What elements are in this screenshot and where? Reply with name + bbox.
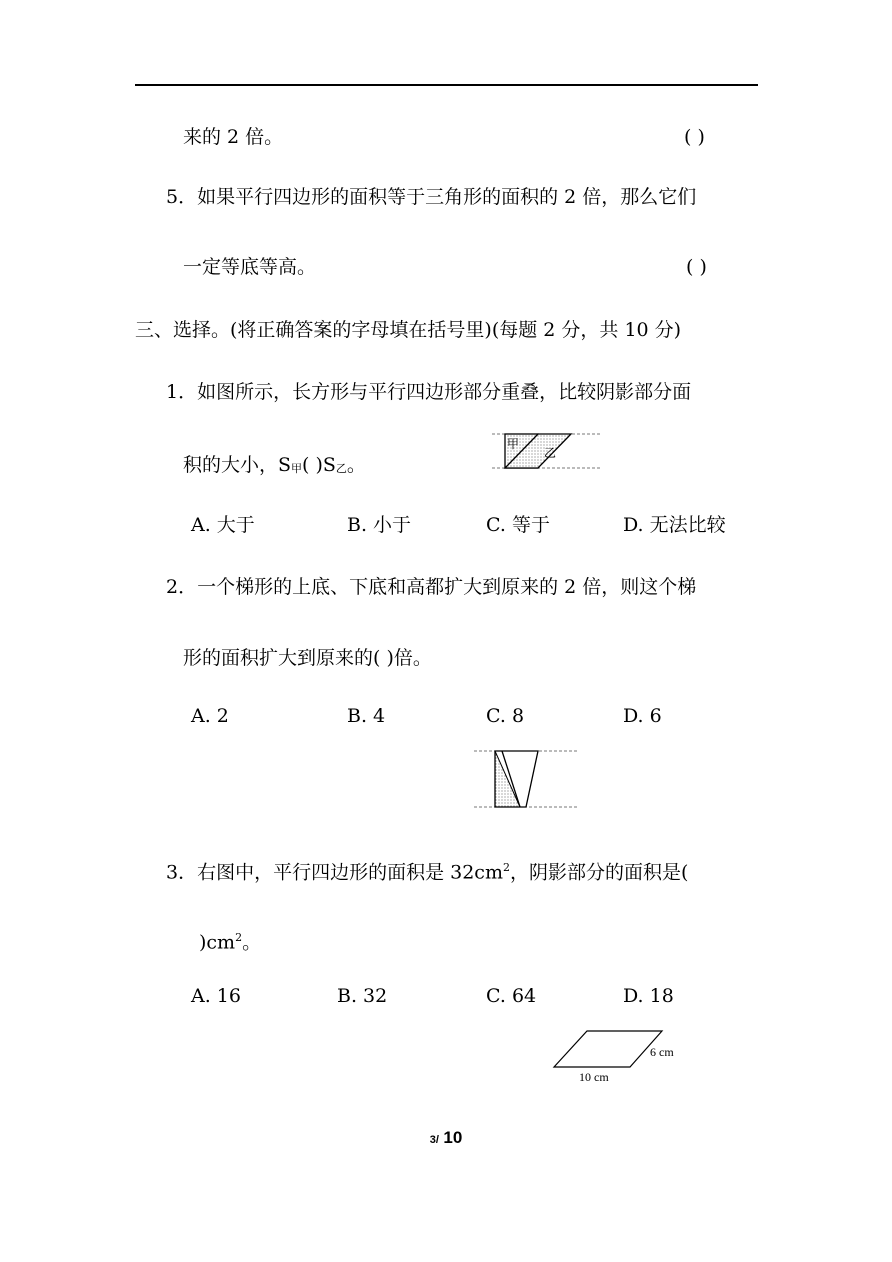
c2-line2: 形的面积扩大到原来的( )倍。: [183, 647, 432, 669]
q5-line2: 一定等底等高。: [183, 256, 317, 278]
c3-option-b: B. 32: [337, 985, 388, 1007]
c1-option-a: A. 大于: [191, 514, 255, 536]
c2-option-d: D. 6: [623, 705, 662, 727]
c3-option-d: D. 18: [623, 985, 674, 1007]
c1-line1: 1．如图所示，长方形与平行四边形部分重叠，比较阴影部分面: [166, 381, 692, 403]
q5-answer-paren: ( ): [686, 256, 707, 278]
header-rule: [135, 84, 758, 86]
parallelogram-figure: [552, 1028, 687, 1084]
c1-option-c: C. 等于: [486, 514, 550, 536]
overlap-figure: [492, 432, 602, 472]
sup-2: 2: [235, 931, 243, 944]
page-number: 3/ 10: [429, 1128, 463, 1147]
c3-line2: )$cm^2$。: [199, 931, 262, 954]
sub-yi: 乙: [335, 462, 347, 475]
trapezoid-shaded-figure: [474, 748, 578, 810]
c2-option-c: C. 8: [486, 705, 525, 727]
fig-label-side: 6 cm: [650, 1045, 674, 1059]
fig-label-yi: 乙: [544, 446, 557, 460]
c2-option-b: B. 4: [347, 705, 386, 727]
sub-jia: 甲: [291, 462, 303, 475]
c3-option-a: A. 16: [191, 985, 241, 1007]
c2-line1: 2．一个梯形的上底、下底和高都扩大到原来的 2 倍，则这个梯: [166, 576, 697, 598]
section3-heading: 三、选择。(将正确答案的字母填在括号里)(每题 2 分，共 10 分): [135, 319, 682, 341]
q4-answer-paren: ( ): [684, 126, 705, 148]
c3-line1: 3．右图中，平行四边形的面积是 $32cm^2$，阴影部分的面积是(: [166, 861, 689, 884]
c2-option-a: A. 2: [191, 705, 229, 727]
c3-option-c: C. 64: [486, 985, 537, 1007]
fig-label-jia: 甲: [507, 437, 520, 451]
q4-continuation: 来的 2 倍。: [183, 126, 284, 148]
fig-label-base: 10 cm: [579, 1070, 609, 1084]
sup-1: 2: [502, 861, 510, 874]
c1-line2: 积的大小，S甲( )S乙。: [183, 454, 366, 476]
c1-option-d: D. 无法比较: [623, 514, 726, 536]
c1-option-b: B. 小于: [347, 514, 412, 536]
q5-line1: 5．如果平行四边形的面积等于三角形的面积的 2 倍，那么它们: [166, 186, 697, 208]
